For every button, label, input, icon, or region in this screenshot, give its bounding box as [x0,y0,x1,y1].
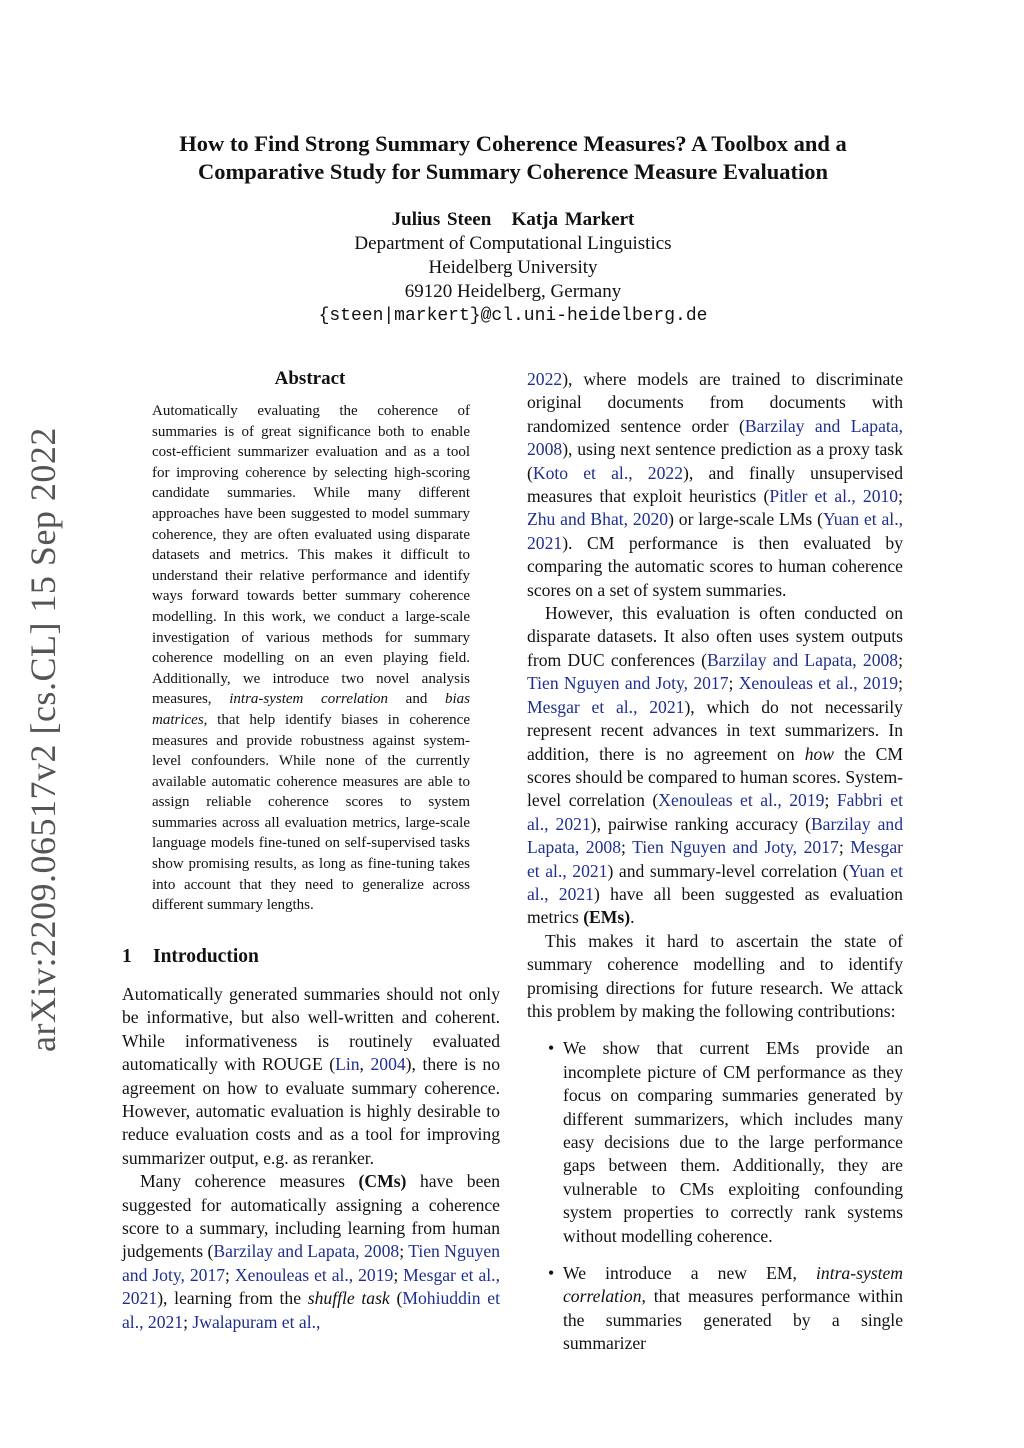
abstract-heading: Abstract [274,368,346,389]
citation-link[interactable]: Xenouleas et al., 2019 [234,1264,394,1285]
author-address: 69120 Heidelberg, Germany [404,281,622,302]
author-names: Julius Steen Katja Markert [391,209,635,230]
citation-link[interactable]: Jwalapuram et al., [192,1311,321,1332]
intro-paragraph-1: Automatically generated summaries should not only be informative, but also well-written and coherent. While informativeness is routinely evaluated automatically with ROUGE (Lin, 2004), there is no agreement on how to evaluate summary coherence. However, automatic evaluation is highly desirable to reduce evaluation costs and as a tool for improving summarizer output, e.g. as reranker. [122,984,501,1168]
citation-link[interactable]: 2022 [527,369,563,389]
intro-left-column [122,983,500,1334]
list-item: • We show that current EMs provide an incomplete picture of CM performance as they focus on comparing summaries generated by different summarizers, which includes many easy decisions due to the large performance gaps between them. Additionally, they are vulnerable to CMs exploiting confounding system properties to correctly rank systems without modelling coherence. [548,1038,903,1246]
citation-link[interactable]: 2004 [370,1054,406,1075]
citation-link[interactable]: Barzilay and Lapata, 2008 [527,813,903,858]
author-university: Heidelberg University [428,257,598,278]
citation-link[interactable]: Xenouleas et al., 2019 [658,790,825,811]
citation-link[interactable]: Tien Nguyen and Joty, 2017 [527,673,729,694]
list-item: • We introduce a new EM, intra-system correlation, that measures performance within the summaries generated by a single summarizer [548,1263,903,1354]
author-department: Department of Computational Linguistics [354,233,672,254]
title-line-2: Comparative Study for Summary Coherence Measure Evaluation [198,159,828,184]
intro-paragraph-5: This makes it hard to ascertain the state of summary coherence modelling and to identify promising directions for future research. We attack this problem by making the following contributions: [527,930,903,1021]
citation-link[interactable]: Barzilay and Lapata, 2008 [527,415,903,460]
title-line-1: How to Find Strong Summary Coherence Measures? A Toolbox and a [179,131,847,156]
paper-title [110,130,916,186]
citation-link[interactable]: Xenouleas et al., 2019 [738,673,899,694]
citation-link[interactable]: Yuan et al., 2021 [527,509,903,553]
citation-link[interactable]: Zhu and Bhat, 2020 [527,509,669,530]
citation-link[interactable]: Tien Nguyen and Joty, 2017 [632,837,839,858]
abstract-body: Automatically evaluating the coherence of summaries is of great significance both to enable cost-efficient summarizer evaluation and as a tool for improving coherence by selecting high-scoring candidate summaries. While many different approaches have been suggested to model summary coherence, they are often evaluated using disparate datasets and metrics. This makes it difficult to understand their relative performance and identify ways forward towards better summary coherence modelling. In this work, we conduct a large-scale investigation of various methods for summary coherence modelling on an even playing field. Additionally, we introduce two novel analysis measures, intra-system correlation and bias matrices, that help identify biases in coherence measures and provide robustness against system-level confounders. While none of the currently available automatic coherence measures are able to assign reliable coherence scores to system summaries across all evaluation metrics, large-scale language models fine-tuned on self-supervised tasks show promising results, as long as fine-tuning takes into account that they need to generalize across different summary lengths. [152,403,471,914]
intro-paragraph-4: However, this evaluation is often conducted on disparate datasets. It also often uses system outputs from DUC conferences (Barzilay and Lapata, 2008; Tien Nguyen and Joty, 2017; Xenouleas et al., 2019; Mesgar et al., 2021), which do not necessarily represent recent advances in text summarizers. In addition, there is no agreement on how the CM scores should be compared to human scores. System-level correlation (Xenouleas et al., 2019; Fabbri et al., 2021), pairwise ranking accuracy (Barzilay and Lapata, 2008; Tien Nguyen and Joty, 2017; Mesgar et al., 2021) and summary-level correlation (Yuan et al., 2021) have all been suggested as evaluation metrics (EMs). [527,603,904,928]
bullet-icon: • [548,1263,555,1284]
bullet-icon: • [548,1038,555,1059]
citation-link[interactable]: Barzilay and Lapata, 2008 [706,649,899,670]
arxiv-stamp: arXiv:2209.06517v2 [cs.CL] 15 Sep 2022 [23,427,63,1052]
citation-link[interactable]: Fabbri et al., 2021 [527,790,904,834]
citation-link[interactable]: Mohiuddin et al., 2021 [122,1288,500,1332]
author-block [110,208,916,328]
citation-link[interactable]: Yuan et al., 2021 [527,860,903,904]
contributions-list [527,1037,903,1355]
citation-link[interactable]: Koto et al., 2022 [532,462,683,483]
intro-paragraph-3: 2022), where models are trained to discriminate original documents from documents with randomized sentence order (Barzilay and Lapata, 2008), using next sentence prediction as a proxy task (Koto et al., 2022), and finally unsupervised measures that exploit heuristics (Pitler et al., 2010; Zhu and Bhat, 2020) or large-scale LMs (Yuan et al., 2021). CM performance is then evaluated by comparing the automatic scores to human coherence scores on a set of system summaries. [527,369,903,600]
citation-link[interactable]: Mesgar et al., 2021 [527,696,685,717]
citation-link[interactable]: Pitler et al., 2010 [769,486,899,507]
author-email: {steen|markert}@cl.uni-heidelberg.de [318,306,708,326]
citation-link[interactable]: Lin [335,1054,360,1075]
citation-link[interactable]: Mesgar et al., 2021 [122,1264,500,1309]
citation-link[interactable]: Tien Nguyen and Joty, 2017 [122,1241,500,1285]
section-heading-introduction: 1 Introduction [122,946,259,967]
intro-right-column [527,368,903,1370]
intro-paragraph-2: Many coherence measures (CMs) have been suggested for automatically assigning a coherence score to a summary, including learning from human judgements (Barzilay and Lapata, 2008; Tien Nguyen and Joty, 2017; Xenouleas et al., 2019; Mesgar et al., 2021), learning from the shuffle task (Mohiuddin et al., 2021; Jwalapuram et al., [122,1171,500,1332]
citation-link[interactable]: Mesgar et al., 2021 [527,837,904,881]
citation-link[interactable]: Barzilay and Lapata, 2008 [213,1241,400,1262]
